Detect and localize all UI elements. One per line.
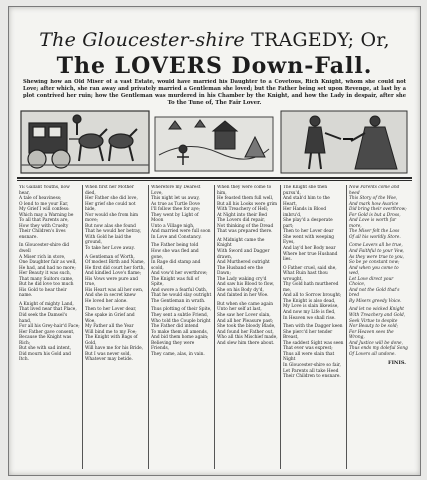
verse-stanza: Come Lovers all be true, And Faithful to your Vow, As they were true to you, So be ye constant now; And when you come to wed, Let Love direct your Choice, And not the Gold that's bred By Misers greedy Voice. <box>349 243 404 304</box>
verse-stanza: When first her Mother died, Her Father she did love, Her grief she could not hide, Nor would she from him move; But now alas she found That he would her betray, With Gold he laid the ground, To take her Love away. <box>85 185 142 252</box>
verse-stanza: In Gloucester-shire did dwell A Miser rich in store, One Daughter fair as well, He had, and had no more; Her Beauty it was such, That many Suitors came, But he did love too much His Gold to hear their name. <box>19 243 77 299</box>
verse-stanza: And let no wicked Knight With Treachery and Gold, Seek Virtue to despite Nor Beauty to be sold; For Heaven sees the Wrong, And Justice will be done, Thus ends my doleful Song Of Lovers all undone. <box>349 307 408 357</box>
verse-column-6 <box>346 185 412 469</box>
figures-woodcut <box>281 111 407 173</box>
verse-column-2 <box>82 185 148 469</box>
finis-mark: FINIS. <box>388 360 406 367</box>
woodcut-illustrations <box>19 109 410 175</box>
verse-column-1 <box>17 185 82 469</box>
verse-stanza: Then with the Dagger keen She pierc'd her tender Breast, The saddest Sight was seen That ever was exprest; Thus all were slain that Night In Gloucester-shire so fair, Let Parents all take Heed Their Children to ensnare. <box>283 324 344 380</box>
verse-stanza: At Midnight came the Knight With Sword and Dagger drawn, And Murthered outright The Husband ere the Dawn; The Lady waking cry'd And saw his Blood to flow, She on his Body dy'd, And fainted in her Woe. <box>217 237 274 299</box>
verse-column-5 <box>280 185 346 469</box>
verse-stanza: A Gentleman of Worth, Of modest Birth and Name, He first did court her forth, And kindled Love's flame; His Vows were pure and true, His Heart was all her own, And she in secret knew He loved her alone. <box>85 254 145 304</box>
subtitle-paragraph: Shewing how an Old Miser of a vast Estate, would have married his Daughter to a Covetous, Rich Knight, whom she could not Love; after which, she ran away and privately married a Gentleman she loved; but the Father being set upon Revenge, at last by a plot contrived her ruin; how the Gentleman was murdered in his Chamber by the Knight, and how the Lady in despair, after she <box>23 79 406 99</box>
verse-column-3 <box>148 185 214 469</box>
verse-stanza: Then to her Lover dear, She spake in Grief and Woe, My Father all the Year Will bind me to my Foe; The Knight with Bags of Gold, Will have me for his Bride, But I was never sold, Whatever may betide. <box>85 307 144 363</box>
title-line-2: The LOVERS Down-Fall. <box>56 53 373 79</box>
verse-stanza: When they were come to him, He feasted them full well, But all his Looks were grim With Treachery of Hell; At Night into their Bed The Lovers did repair, Not thinking of the Dread That was prepared there. <box>217 185 278 235</box>
title-county: The Gloucester-shire <box>39 29 245 51</box>
verse-stanza: Thus plotting of their Spite, They sent a subtle Friend, Who told the Couple bright The Father did intend To make them all amends, And bid them home again; Believing they were Friends, They came, alas, in vain. <box>151 307 212 357</box>
verse-stanza: Wherefore my Dearest Love, This night let us away, As true as Turtle Dove I'll follow thee for aye; They went by Light of Moon Unto a Village nigh, And married were full soon In Love and Constancy. <box>151 185 211 240</box>
tune-line: To the Tune of, The Fair Lover. <box>167 100 262 106</box>
verse-stanza: The Father being told How she was fled and gone, In Rage did stamp and scold, And vow'd her overthrow; The Knight was full of Spite, And swore a fearful Oath, That he would slay outright The Gentleman in wrath. <box>151 243 212 304</box>
verse-stanza: O Father cruel, said she, What Ruin hast thou wrought, Thy Gold hath murthered me, And all to Sorrow brought; The Knight is also dead, My Love is slain likewise, And now my Life is fled, In Heaven we shall rise. <box>283 265 342 321</box>
landscape-woodcut <box>155 117 273 171</box>
title-line-1 <box>9 29 420 51</box>
verse-stanza: But when she came again Unto her self at last, She saw her Lover slain, And all her Pleasure past; She took the bloody Blade, And found her Father out, Who all this Mischief made, And slew him there about. <box>217 301 278 346</box>
verse-stanza: A Knight of mighty Land, That lived near that Place, Did seek the Damsel's hand, For all his Grey-hair'd Face; Her Father gave consent, Because the Knight was Rich; But she with sad intent, Did mourn his Gold and Itch. <box>19 301 80 363</box>
broadside-sheet <box>8 6 421 476</box>
header-rule-thin <box>17 180 412 181</box>
verse-stanza: Now Parents come and heed This Story of the Woe, And mark how Avarice Did bring their overthrow; For Gold is but a Dross, And Love is worth far more, The Miser felt the Loss Of all his worldly Store. <box>349 185 407 240</box>
title-tragedy: TRAGEDY; Or, <box>244 29 390 51</box>
verse-stanza: The Knight she then pursu'd, And stab'd him to the Heart, Her Hands in Blood imbru'd, She play'd a desperate part; Then to her Lover dear She went with weeping Eyes, And lay'd her Body near Where her true Husband lies. <box>283 185 338 263</box>
verse-column-4 <box>214 185 280 469</box>
coach-woodcut <box>21 111 149 173</box>
verse-columns <box>17 185 412 469</box>
header-rule <box>17 177 412 179</box>
verse-stanza: YE Gallant Youths, now hear, A tale of heaviness; O lend to me your Ear, My Grief I will confess: Which may a Warning be To all that Parents are, How they with Cruelty Their Children's lives ensnare. <box>19 185 74 240</box>
